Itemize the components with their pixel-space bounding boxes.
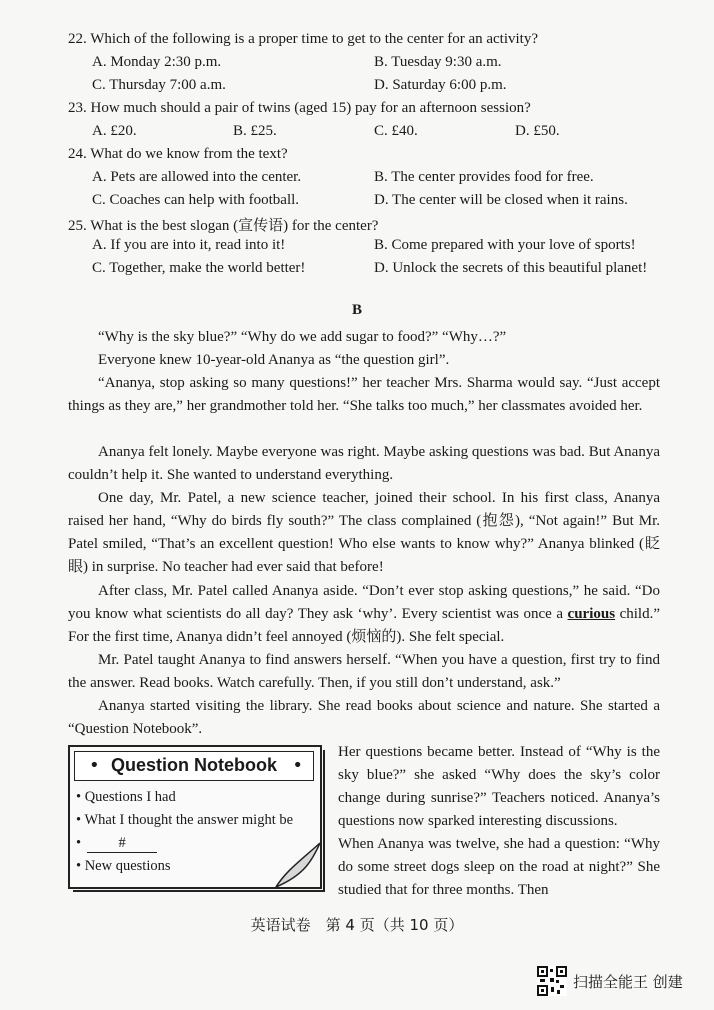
- option: B. Tuesday 9:30 a.m.: [374, 54, 502, 70]
- option: C. Thursday 7:00 a.m.: [92, 77, 226, 93]
- option: C. Together, make the world better!: [92, 260, 306, 276]
- bullet-icon: •: [292, 755, 303, 776]
- page-footer: 英语试卷 第 4 页（共 10 页）: [250, 916, 464, 934]
- question-notebook-figure: [68, 745, 322, 889]
- notebook-title-box: [74, 751, 314, 781]
- option: B. Come prepared with your love of sports!: [374, 237, 636, 253]
- option: A. Pets are allowed into the center.: [92, 169, 302, 185]
- question-stem: 23. How much should a pair of twins (aged 15) pay for an afternoon session?: [68, 100, 531, 116]
- passage-paragraph: Mr. Patel taught Ananya to find answers herself. “When you have a question, first try to find the answer. Read books. Watch carefully. Then, if you still don’t understand, ask.”: [68, 652, 660, 691]
- notebook-item: • What I thought the answer might be: [76, 812, 294, 828]
- scanner-watermark: 扫描全能王 创建: [573, 973, 683, 991]
- option: C. £40.: [374, 123, 418, 139]
- notebook-title: Question Notebook: [111, 755, 277, 775]
- passage-paragraph: “Why is the sky blue?” “Why do we add sugar to food?” “Why…?”: [98, 329, 507, 345]
- notebook-item: • New questions: [76, 858, 171, 874]
- option: D. The center will be closed when it rains.: [374, 192, 628, 208]
- passage-paragraph: When Ananya was twelve, she had a question: “Why do some street dogs sleep on the road at night?” She studied that for three months. Then: [338, 836, 660, 898]
- passage-paragraph: Ananya felt lonely. Maybe everyone was right. Maybe asking questions was bad. But Ananya couldn’t help it. She wanted to understand everything.: [68, 444, 660, 483]
- passage-paragraph: Ananya started visiting the library. She read books about science and nature. She started a “Question Notebook”.: [68, 698, 660, 737]
- option: D. Saturday 6:00 p.m.: [374, 77, 507, 93]
- option: B. The center provides food for free.: [374, 169, 594, 185]
- notebook-item: • Questions I had: [76, 789, 176, 805]
- passage-paragraph: After class, Mr. Patel called Ananya aside. “Don’t ever stop asking questions,” he said. “Do you know what scientists do all day? They ask ‘why’. Every scientist was once a curious child.” For the first time, Ananya didn’t feel annoyed (烦恼的). She felt special.: [68, 583, 660, 645]
- option: A. Monday 2:30 p.m.: [92, 54, 222, 70]
- option: B. £25.: [233, 123, 277, 139]
- option: A. £20.: [92, 123, 137, 139]
- blank-line: #: [87, 835, 157, 853]
- option: D. Unlock the secrets of this beautiful planet!: [374, 260, 648, 276]
- question-stem: 25. What is the best slogan (宣传语) for the center?: [68, 218, 379, 234]
- passage-paragraph: “Ananya, stop asking so many questions!” her teacher Mrs. Sharma would say. “Just accept things as they are,” her grandmother told her. “She talks too much,” her classmates avoided her.: [68, 375, 660, 414]
- passage-paragraph: Everyone knew 10-year-old Ananya as “the question girl”.: [98, 352, 450, 368]
- notebook-item: • #: [76, 835, 157, 853]
- question-stem: 22. Which of the following is a proper time to get to the center for an activity?: [68, 31, 538, 47]
- section-heading: B: [351, 302, 362, 318]
- option: C. Coaches can help with football.: [92, 192, 300, 208]
- underlined-word: curious: [567, 606, 616, 622]
- passage-paragraph: Her questions became better. Instead of “Why is the sky blue?” she asked “Why does the sky’s color change during sunrise?” Teachers noticed. Ananya’s questions now sparked interesting discussions.: [338, 744, 660, 829]
- option: D. £50.: [515, 123, 560, 139]
- bullet-icon: •: [89, 755, 100, 776]
- qr-code-icon: [537, 966, 567, 996]
- passage-paragraph: One day, Mr. Patel, a new science teacher, joined their school. In his first class, Ananya raised her hand, “Why do birds fly south?” The class complained (抱怨), “Not again!” But Mr. Patel smiled, “That’s an excellent question! Who else wants to know why?” Ananya blinked (眨眼) in surprise. No teacher had ever said that before!: [68, 490, 660, 575]
- question-stem: 24. What do we know from the text?: [68, 146, 288, 162]
- page-curl-icon: [274, 841, 322, 889]
- option: A. If you are into it, read into it!: [92, 237, 286, 253]
